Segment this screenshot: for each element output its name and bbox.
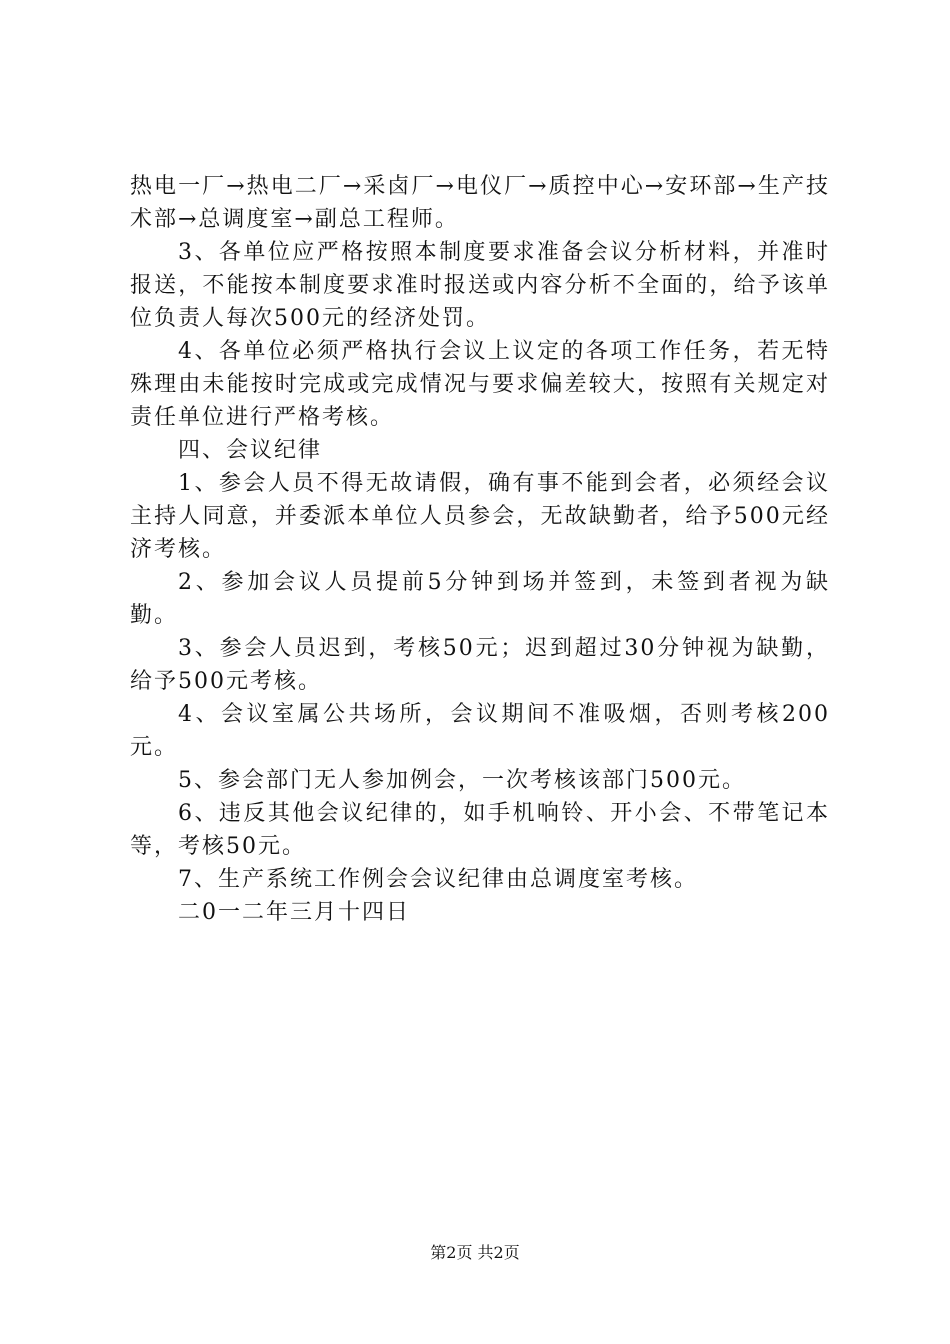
paragraph-rule-6-other: 6、违反其他会议纪律的，如手机响铃、开小会、不带笔记本等，考核50元。 (130, 801, 830, 859)
paragraph-rule-2-signin: 2、参加会议人员提前5分钟到场并签到，未签到者视为缺勤。 (130, 570, 830, 628)
paragraph-rule-7-assessment: 7、生产系统工作例会会议纪律由总调度室考核。 (178, 867, 698, 892)
document-body (130, 170, 830, 929)
paragraph-route: 热电一厂→热电二厂→采卤厂→电仪厂→质控中心→安环部→生产技术部→总调度室→副总工程师。 (130, 174, 830, 232)
paragraph-item-4-tasks: 4、各单位必须严格执行会议上议定的各项工作任务，若无特殊理由未能按时完成或完成情况与要求偏差较大，按照有关规定对责任单位进行严格考核。 (130, 339, 830, 430)
page-number-footer: 第2页 共2页 (430, 1243, 520, 1262)
document-date: 二0一二年三月十四日 (178, 900, 410, 925)
section-heading-discipline: 四、会议纪律 (178, 438, 323, 463)
paragraph-rule-1-leave: 1、参会人员不得无故请假，确有事不能到会者，必须经会议主持人同意，并委派本单位人员参会，无故缺勤者，给予500元经济考核。 (130, 471, 830, 562)
paragraph-item-3-materials: 3、各单位应严格按照本制度要求准备会议分析材料，并准时报送，不能按本制度要求准时报送或内容分析不全面的，给予该单位负责人每次500元的经济处罚。 (130, 240, 830, 331)
paragraph-rule-3-late: 3、参会人员迟到，考核50元；迟到超过30分钟视为缺勤，给予500元考核。 (130, 636, 830, 694)
paragraph-rule-5-absent-dept: 5、参会部门无人参加例会，一次考核该部门500元。 (178, 768, 746, 793)
paragraph-rule-4-smoking: 4、会议室属公共场所，会议期间不准吸烟，否则考核200元。 (130, 702, 830, 760)
